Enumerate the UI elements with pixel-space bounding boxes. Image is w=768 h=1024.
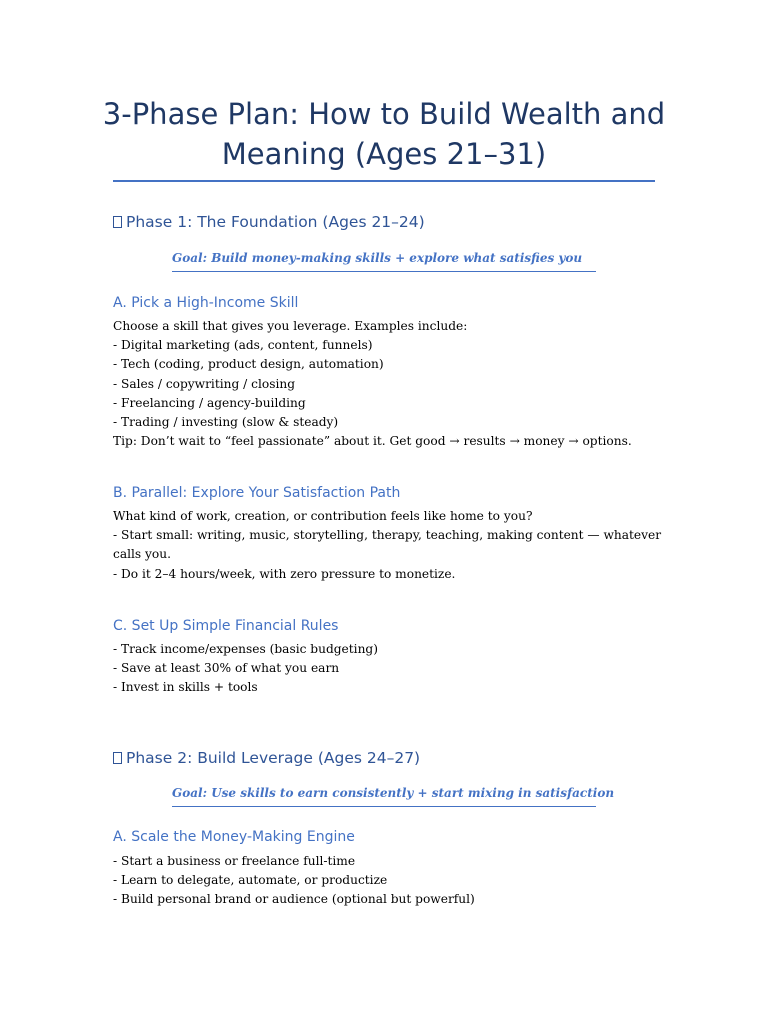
body-line: Choose a skill that gives you leverage. Examples include: bbox=[113, 319, 468, 333]
missing-glyph-box-icon bbox=[113, 216, 122, 228]
phase-2-goal: Goal: Use skills to earn consistently + start mixing in satisfaction bbox=[172, 786, 596, 807]
body-line: - Save at least 30% of what you earn bbox=[113, 661, 340, 676]
phase-1-section-b-body bbox=[113, 507, 662, 584]
body-line: - Freelancing / agency-building bbox=[113, 395, 306, 410]
body-line: - Do it 2–4 hours/week, with zero pressure to monetize. bbox=[113, 566, 456, 581]
phase-1-heading bbox=[113, 213, 425, 231]
title-underline bbox=[113, 180, 655, 182]
phase-2-section-a-body bbox=[113, 852, 658, 910]
phase-1-heading-text: Phase 1: The Foundation (Ages 21–24) bbox=[126, 213, 425, 231]
body-line: - Start a business or freelance full-time bbox=[113, 854, 356, 868]
body-line: - Track income/expenses (basic budgeting) bbox=[113, 642, 378, 656]
body-line: - Learn to delegate, automate, or productize bbox=[113, 873, 388, 888]
body-line: - Start small: writing, music, storytelling, therapy, teaching, making content — whatever bbox=[113, 528, 662, 543]
phase-1-section-a-body bbox=[113, 317, 658, 451]
body-line: - Digital marketing (ads, content, funnels) bbox=[113, 338, 373, 353]
body-line: - Invest in skills + tools bbox=[113, 680, 258, 695]
phase-1-section-c-heading: C. Set Up Simple Financial Rules bbox=[113, 618, 339, 634]
body-line: - Sales / copywriting / closing bbox=[113, 376, 295, 391]
missing-glyph-box-icon bbox=[113, 752, 122, 764]
phase-1-section-b-heading: B. Parallel: Explore Your Satisfaction Path bbox=[113, 485, 401, 501]
body-line: - Tech (coding, product design, automation) bbox=[113, 357, 384, 372]
body-line: calls you. bbox=[113, 547, 171, 562]
phase-1-section-c-body bbox=[113, 640, 658, 698]
phase-2-section-a-heading: A. Scale the Money-Making Engine bbox=[113, 829, 355, 845]
body-line: What kind of work, creation, or contribution feels like home to you? bbox=[113, 509, 533, 523]
document-title: 3-Phase Plan: How to Build Wealth and Meaning (Ages 21–31) bbox=[102, 97, 666, 171]
body-line: - Trading / investing (slow & steady) bbox=[113, 415, 339, 430]
phase-2-heading-text: Phase 2: Build Leverage (Ages 24–27) bbox=[126, 749, 421, 767]
phase-1-goal: Goal: Build money-making skills + explore what satisfies you bbox=[172, 251, 596, 272]
body-line: Tip: Don’t wait to “feel passionate” about it. Get good → results → money → options. bbox=[113, 434, 632, 449]
phase-1-section-a-heading: A. Pick a High-Income Skill bbox=[113, 295, 299, 311]
phase-2-heading bbox=[113, 749, 420, 767]
body-line: - Build personal brand or audience (optional but powerful) bbox=[113, 892, 475, 907]
